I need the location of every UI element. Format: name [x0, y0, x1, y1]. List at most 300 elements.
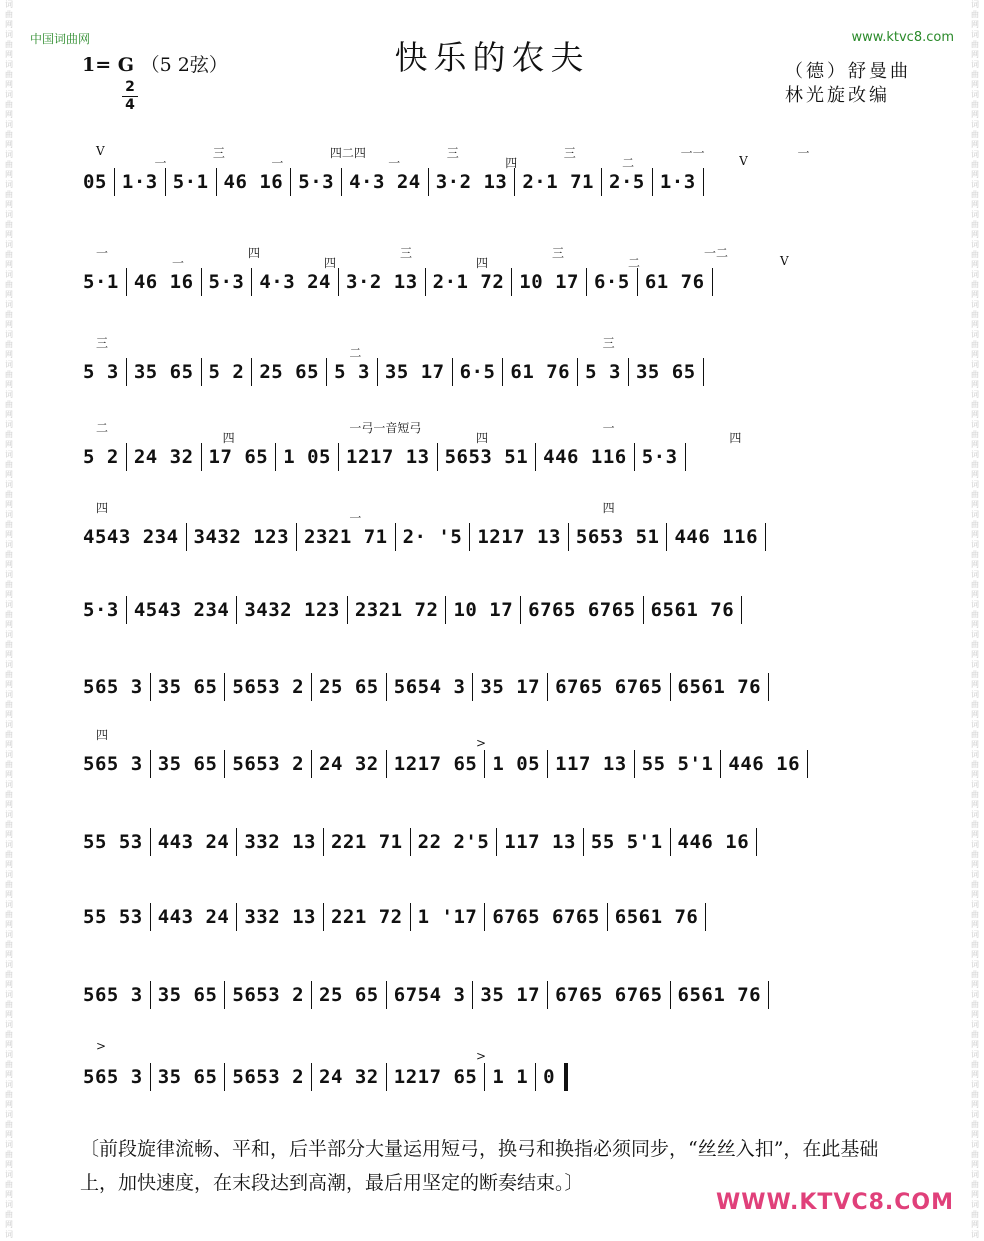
- side-watermark-char: 网: [5, 770, 13, 779]
- measure: 565 3: [76, 750, 151, 778]
- side-watermark-char: 曲: [5, 610, 13, 619]
- measure: 6765 6765: [485, 903, 607, 931]
- side-watermark-char: 词: [971, 630, 979, 639]
- side-watermark-char: 词: [971, 360, 979, 369]
- side-watermark-char: 词: [5, 240, 13, 249]
- side-watermark-char: 词: [5, 1200, 13, 1209]
- side-watermark-char: 词: [971, 1050, 979, 1059]
- fingering-mark: >: [96, 1039, 107, 1053]
- side-watermark-char: 词: [971, 720, 979, 729]
- fingering-mark: 二: [96, 421, 109, 435]
- side-watermark-char: 网: [971, 830, 979, 839]
- side-watermark-char: 词: [971, 60, 979, 69]
- measure: 35 65: [127, 358, 202, 386]
- side-watermark-char: 词: [5, 510, 13, 519]
- side-watermark-char: 曲: [5, 460, 13, 469]
- notes-line: [76, 358, 894, 386]
- measure: 5 3: [327, 358, 378, 386]
- side-watermark-char: 曲: [971, 1150, 979, 1159]
- side-watermark-char: 网: [971, 1040, 979, 1049]
- measure: 10 17: [512, 268, 587, 296]
- fingering-mark: 三: [563, 146, 576, 160]
- side-watermark-char: 词: [5, 0, 13, 9]
- side-watermark-char: 曲: [971, 1180, 979, 1189]
- fingering-mark: 四: [505, 156, 518, 170]
- score-row: [76, 240, 894, 300]
- notes-line: [76, 443, 894, 471]
- fingering-mark: 一: [349, 511, 362, 525]
- side-watermark-char: 曲: [971, 970, 979, 979]
- side-watermark-char: 词: [5, 540, 13, 549]
- measure: 446 116: [667, 523, 766, 551]
- measure: 1217 65: [387, 750, 486, 778]
- side-watermark-char: 词: [971, 780, 979, 789]
- fingering-mark: 四: [602, 501, 615, 515]
- fingering-mark: 四: [324, 256, 337, 270]
- arranger: 林光旋改编: [785, 85, 890, 106]
- side-watermark-char: 曲: [971, 1120, 979, 1129]
- measure: 2· '5: [396, 523, 471, 551]
- side-watermark-char: 曲: [5, 520, 13, 529]
- measure: 5·3: [76, 596, 127, 624]
- side-watermark-char: 网: [971, 530, 979, 539]
- side-watermark-char: 网: [5, 650, 13, 659]
- measure: 443 24: [151, 903, 238, 931]
- side-watermark-char: 网: [971, 20, 979, 29]
- time-signature: [120, 80, 140, 113]
- side-watermark-char: 曲: [5, 40, 13, 49]
- key-label: 1= G: [82, 54, 134, 76]
- side-watermark-char: 曲: [971, 760, 979, 769]
- score-row: [76, 1035, 894, 1095]
- fingering-mark: 一: [388, 156, 401, 170]
- side-watermark-char: 词: [971, 1020, 979, 1029]
- measure: 5653 51: [438, 443, 537, 471]
- side-watermark-char: 词: [5, 930, 13, 939]
- measure: 221 71: [324, 828, 411, 856]
- measure: 5 2: [202, 358, 253, 386]
- side-watermark-char: 网: [5, 680, 13, 689]
- side-watermark-char: 网: [5, 230, 13, 239]
- side-watermark-char: 曲: [5, 220, 13, 229]
- side-watermark-char: 网: [5, 1220, 13, 1229]
- measure: 17 65: [202, 443, 277, 471]
- side-watermark-char: 词: [5, 720, 13, 729]
- side-watermark-char: 网: [5, 1160, 13, 1169]
- measure: 35 17: [473, 981, 548, 1009]
- side-watermark-char: 词: [5, 1230, 13, 1239]
- measure: 35 65: [151, 750, 226, 778]
- measure: 46 16: [127, 268, 202, 296]
- side-watermark-char: 网: [971, 590, 979, 599]
- side-watermark-char: 网: [971, 320, 979, 329]
- measure: 35 65: [151, 1063, 226, 1091]
- side-watermark-char: 网: [5, 20, 13, 29]
- side-watermark-char: 网: [5, 500, 13, 509]
- site-url-right[interactable]: www.ktvc8.com: [851, 30, 954, 45]
- side-watermark-char: 曲: [971, 10, 979, 19]
- side-watermark-char: 词: [971, 990, 979, 999]
- side-watermark-char: 曲: [5, 1000, 13, 1009]
- side-watermark-char: 网: [971, 950, 979, 959]
- side-watermark-char: 词: [5, 30, 13, 39]
- side-watermark-char: 网: [971, 410, 979, 419]
- side-watermark-char: 曲: [971, 1030, 979, 1039]
- side-watermark-char: 网: [5, 470, 13, 479]
- side-watermark-char: 曲: [971, 910, 979, 919]
- fingering-mark: >: [476, 1049, 487, 1063]
- measure: 565 3: [76, 981, 151, 1009]
- side-watermark-char: 词: [971, 1230, 979, 1239]
- side-watermark-char: 网: [971, 110, 979, 119]
- measure: 1·3: [115, 168, 166, 196]
- side-watermark-char: 曲: [971, 250, 979, 259]
- measure: 6754 3: [387, 981, 474, 1009]
- side-watermark-char: 词: [971, 240, 979, 249]
- measure: 46 16: [217, 168, 292, 196]
- side-watermark-char: 网: [971, 1130, 979, 1139]
- measure: 6765 6765: [548, 981, 670, 1009]
- side-watermark-char: 曲: [5, 400, 13, 409]
- side-watermark-char: 词: [971, 210, 979, 219]
- measure: 4543 234: [127, 596, 238, 624]
- side-watermark-char: 词: [5, 900, 13, 909]
- side-watermark-char: 曲: [5, 760, 13, 769]
- side-watermark-char: 曲: [5, 280, 13, 289]
- side-watermark-char: 词: [971, 870, 979, 879]
- side-watermark-char: 词: [971, 960, 979, 969]
- side-watermark-char: 词: [5, 1110, 13, 1119]
- side-watermark-char: 曲: [971, 670, 979, 679]
- side-watermark-char: 词: [5, 120, 13, 129]
- side-watermark-char: 词: [5, 660, 13, 669]
- side-watermark-char: 曲: [971, 520, 979, 529]
- fingering-mark: 四: [96, 728, 109, 742]
- fingering-mark: 一一: [680, 146, 705, 160]
- side-watermark-char: 词: [5, 360, 13, 369]
- side-watermark-char: 曲: [5, 130, 13, 139]
- side-watermark-char: 网: [5, 320, 13, 329]
- side-watermark-char: 词: [5, 300, 13, 309]
- measure: 1 05: [485, 750, 548, 778]
- side-watermark-char: 曲: [971, 100, 979, 109]
- measure: 2·1 71: [515, 168, 602, 196]
- measure: 5653 51: [569, 523, 668, 551]
- fingering-mark: 二: [622, 156, 635, 170]
- side-watermark-char: 网: [5, 440, 13, 449]
- measure: 61 76: [638, 268, 713, 296]
- measure: 3432 123: [187, 523, 298, 551]
- side-watermark-char: 曲: [5, 850, 13, 859]
- measure: 35 65: [629, 358, 704, 386]
- fingering-mark: 四: [729, 431, 742, 445]
- side-watermark-char: 词: [971, 930, 979, 939]
- side-watermark-char: 词: [5, 450, 13, 459]
- measure: 221 72: [324, 903, 411, 931]
- side-watermark-char: 词: [971, 570, 979, 579]
- side-watermark-char: 词: [5, 420, 13, 429]
- credits: [785, 60, 911, 108]
- side-watermark-char: 词: [5, 600, 13, 609]
- side-watermark-char: 曲: [971, 610, 979, 619]
- side-watermark-char: 网: [971, 80, 979, 89]
- side-watermark-char: 曲: [971, 700, 979, 709]
- side-watermark-char: 网: [5, 920, 13, 929]
- measure: 446 16: [671, 828, 758, 856]
- performance-note: 〔前段旋律流畅、平和，后半部分大量运用短弓，换弓和换指必须同步，“丝丝入扣”，在此基础上，加快速度，在末段达到高潮，最后用坚定的断奏结束。〕: [80, 1138, 879, 1194]
- fingering-mark: 三: [400, 246, 413, 260]
- side-watermark-char: 网: [5, 1130, 13, 1139]
- side-watermark-char: 网: [5, 530, 13, 539]
- side-watermark-left: [2, 0, 16, 1241]
- measure: 6765 6765: [548, 673, 670, 701]
- side-watermark-char: 曲: [5, 1030, 13, 1039]
- side-watermark-char: 词: [5, 750, 13, 759]
- side-watermark-char: 网: [5, 1010, 13, 1019]
- side-watermark-char: 网: [5, 140, 13, 149]
- side-watermark-char: 曲: [971, 400, 979, 409]
- side-watermark-char: 网: [971, 890, 979, 899]
- measure: 5653 2: [225, 981, 312, 1009]
- measure: 3·2 13: [429, 168, 516, 196]
- side-watermark-char: 词: [5, 270, 13, 279]
- side-watermark-char: 曲: [971, 280, 979, 289]
- side-watermark-char: 词: [971, 120, 979, 129]
- notes-line: [76, 596, 894, 624]
- key-strings: （5 2弦）: [140, 54, 228, 76]
- fingering-mark: V: [739, 154, 748, 168]
- measure: 2·1 72: [426, 268, 513, 296]
- side-watermark-char: 网: [5, 560, 13, 569]
- fingering-mark: 一: [602, 421, 615, 435]
- side-watermark-char: 词: [971, 900, 979, 909]
- side-watermark-char: 曲: [5, 340, 13, 349]
- measure: 1 05: [276, 443, 339, 471]
- side-watermark-char: 曲: [5, 820, 13, 829]
- footer-watermark[interactable]: WWW.KTVC8.COM: [716, 1190, 954, 1215]
- side-watermark-char: 曲: [5, 1090, 13, 1099]
- side-watermark-char: 曲: [5, 910, 13, 919]
- side-watermark-char: 词: [971, 390, 979, 399]
- side-watermark-char: 网: [5, 1100, 13, 1109]
- measure: 25 65: [252, 358, 327, 386]
- side-watermark-char: 词: [5, 150, 13, 159]
- side-watermark-char: 曲: [5, 730, 13, 739]
- side-watermark-char: 曲: [5, 1150, 13, 1159]
- side-watermark-right: [968, 0, 982, 1241]
- side-watermark-char: 词: [971, 420, 979, 429]
- measure: 24 32: [312, 750, 387, 778]
- side-watermark-char: 曲: [5, 10, 13, 19]
- measure: 565 3: [76, 673, 151, 701]
- fingering-mark: 一: [96, 246, 109, 260]
- fingering-mark: 四: [222, 431, 235, 445]
- side-watermark-char: 网: [5, 260, 13, 269]
- side-watermark-char: 词: [5, 1020, 13, 1029]
- fingering-mark: V: [96, 144, 105, 158]
- side-watermark-char: 曲: [971, 1090, 979, 1099]
- measure: 2·5: [602, 168, 653, 196]
- notes-line: [76, 828, 894, 856]
- side-watermark-char: 词: [971, 1080, 979, 1089]
- side-watermark-char: 词: [5, 630, 13, 639]
- side-watermark-char: 曲: [971, 940, 979, 949]
- side-watermark-char: 词: [971, 270, 979, 279]
- notes-line: [76, 750, 894, 778]
- measure: 25 65: [312, 673, 387, 701]
- side-watermark-char: 网: [5, 1190, 13, 1199]
- measure: 6561 76: [671, 673, 770, 701]
- side-watermark-char: 曲: [5, 310, 13, 319]
- side-watermark-char: 词: [5, 870, 13, 879]
- side-watermark-char: 网: [5, 290, 13, 299]
- measure: 332 13: [237, 903, 324, 931]
- side-watermark-char: 曲: [971, 640, 979, 649]
- side-watermark-char: 词: [971, 300, 979, 309]
- measure: 6561 76: [671, 981, 770, 1009]
- side-watermark-char: 曲: [5, 970, 13, 979]
- measure: 35 17: [473, 673, 548, 701]
- measure: 55 5'1: [584, 828, 671, 856]
- side-watermark-char: 曲: [971, 430, 979, 439]
- score-row: [76, 330, 894, 390]
- side-watermark-char: 曲: [971, 460, 979, 469]
- measure: 4·3 24: [252, 268, 339, 296]
- side-watermark-char: 曲: [5, 160, 13, 169]
- side-watermark-char: 网: [971, 740, 979, 749]
- side-watermark-char: 曲: [971, 880, 979, 889]
- fingering-mark: 三: [602, 336, 615, 350]
- fingering-mark: 二: [349, 346, 362, 360]
- side-watermark-char: 网: [971, 1160, 979, 1169]
- side-watermark-char: 词: [5, 810, 13, 819]
- side-watermark-char: 词: [971, 1170, 979, 1179]
- side-watermark-char: 曲: [971, 850, 979, 859]
- side-watermark-char: 曲: [971, 490, 979, 499]
- side-watermark-char: 曲: [971, 40, 979, 49]
- measure: 35 65: [151, 981, 226, 1009]
- side-watermark-char: 曲: [5, 70, 13, 79]
- fingering-mark: 一弓一音短弓: [349, 421, 422, 435]
- score-row: [76, 415, 894, 475]
- score-row: [76, 568, 894, 628]
- side-watermark-char: 曲: [971, 310, 979, 319]
- fingering-mark: 四: [476, 256, 489, 270]
- side-watermark-char: 网: [971, 800, 979, 809]
- side-watermark-char: 网: [5, 740, 13, 749]
- side-watermark-char: 网: [5, 620, 13, 629]
- site-name-left[interactable]: 中国词曲网: [30, 32, 91, 46]
- side-watermark-char: 曲: [5, 550, 13, 559]
- measure: 24 32: [312, 1063, 387, 1091]
- measure: 3432 123: [237, 596, 348, 624]
- side-watermark-char: 词: [971, 90, 979, 99]
- fingering-mark: 三: [96, 336, 109, 350]
- side-watermark-char: 曲: [5, 1120, 13, 1129]
- side-watermark-char: 网: [971, 200, 979, 209]
- measure: 1 1: [485, 1063, 536, 1091]
- side-watermark-char: 词: [971, 180, 979, 189]
- side-watermark-char: 曲: [5, 1210, 13, 1219]
- side-watermark-char: 词: [5, 960, 13, 969]
- notes-line: [76, 268, 894, 296]
- measure: 446 116: [536, 443, 635, 471]
- side-watermark-char: 词: [971, 450, 979, 459]
- fingering-mark: 三: [446, 146, 459, 160]
- side-watermark-char: 曲: [5, 370, 13, 379]
- measure: 446 16: [721, 750, 808, 778]
- side-watermark-char: 词: [971, 0, 979, 9]
- side-watermark-char: 网: [5, 50, 13, 59]
- measure: 6561 76: [608, 903, 707, 931]
- side-watermark-char: 网: [971, 1220, 979, 1229]
- side-watermark-char: 曲: [971, 190, 979, 199]
- side-watermark-char: 曲: [971, 820, 979, 829]
- fingering-mark: 一: [271, 156, 284, 170]
- side-watermark-char: 曲: [971, 790, 979, 799]
- side-watermark-char: 网: [971, 290, 979, 299]
- side-watermark-char: 曲: [5, 640, 13, 649]
- side-watermark-char: 网: [5, 1040, 13, 1049]
- side-watermark-char: 网: [971, 620, 979, 629]
- notes-line: [76, 673, 894, 701]
- side-watermark-char: 网: [971, 920, 979, 929]
- side-watermark-char: 网: [5, 1070, 13, 1079]
- side-watermark-char: 词: [971, 330, 979, 339]
- side-watermark-char: 词: [5, 390, 13, 399]
- measure: 3·2 13: [339, 268, 426, 296]
- side-watermark-char: 词: [5, 1050, 13, 1059]
- fingering-mark: 二: [628, 256, 641, 270]
- measure: 6561 76: [644, 596, 743, 624]
- measure: 55 53: [76, 828, 151, 856]
- fingering-mark: >: [476, 736, 487, 750]
- side-watermark-char: 网: [971, 500, 979, 509]
- fingering-mark: 四: [248, 246, 261, 260]
- fingering-mark: 四二四: [329, 146, 366, 160]
- fingering-mark: 四: [96, 501, 109, 515]
- side-watermark-char: 曲: [5, 700, 13, 709]
- side-watermark-char: 词: [971, 510, 979, 519]
- measure: 5 3: [76, 358, 127, 386]
- side-watermark-char: 曲: [5, 790, 13, 799]
- measure: 5653 2: [225, 673, 312, 701]
- measure: 1217 13: [470, 523, 569, 551]
- measure: 4543 234: [76, 523, 187, 551]
- side-watermark-char: 网: [5, 890, 13, 899]
- side-watermark-char: 词: [971, 1200, 979, 1209]
- side-watermark-char: 网: [5, 200, 13, 209]
- fingering-mark: 一: [172, 256, 185, 270]
- measure: 5·3: [291, 168, 342, 196]
- side-watermark-char: 曲: [5, 190, 13, 199]
- fingering-mark: 四: [476, 431, 489, 445]
- side-watermark-char: 词: [971, 30, 979, 39]
- side-watermark-char: 网: [971, 650, 979, 659]
- side-watermark-char: 网: [5, 350, 13, 359]
- final-barline: [564, 1063, 568, 1091]
- side-watermark-char: 曲: [5, 940, 13, 949]
- song-title: 快乐的农夫: [394, 38, 590, 77]
- side-watermark-char: 词: [971, 690, 979, 699]
- fingering-mark: 三: [212, 146, 225, 160]
- side-watermark-char: 词: [5, 1170, 13, 1179]
- notes-line: [76, 1063, 894, 1091]
- side-watermark-char: 词: [971, 540, 979, 549]
- side-watermark-char: 网: [971, 380, 979, 389]
- side-watermark-char: 网: [5, 170, 13, 179]
- measure: 5654 3: [387, 673, 474, 701]
